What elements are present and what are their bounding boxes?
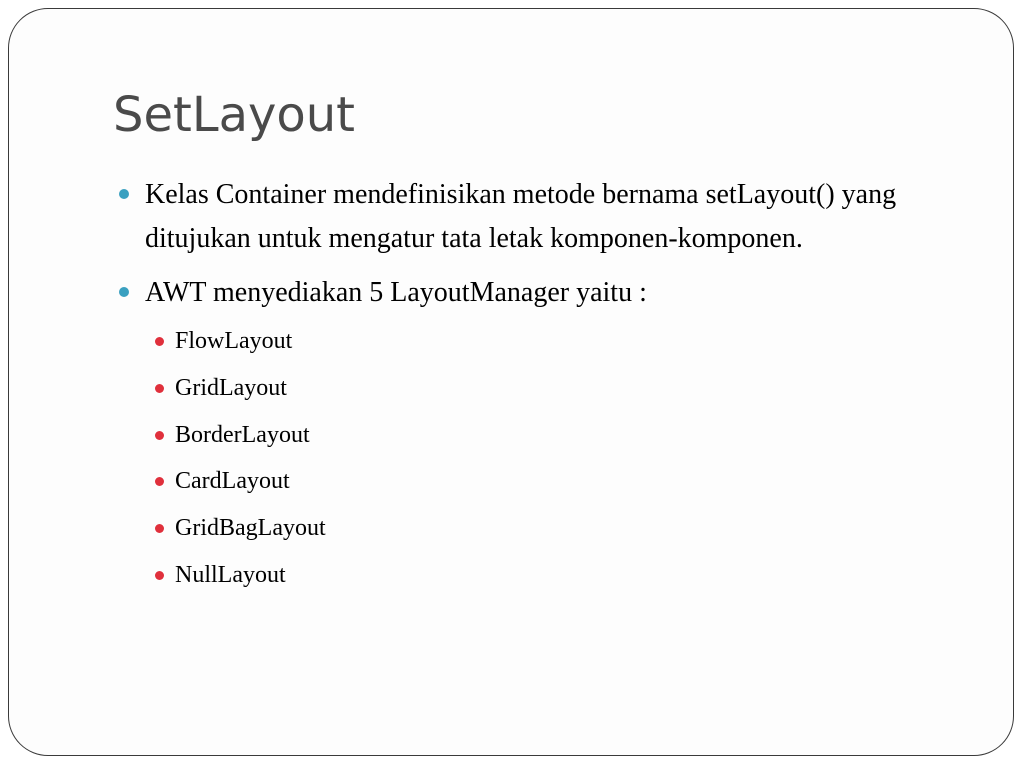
slide-title: SetLayout	[113, 87, 355, 143]
slide-frame	[8, 8, 1014, 756]
list-item-text: BorderLayout	[175, 421, 310, 448]
list-item-text: CardLayout	[175, 468, 290, 495]
bullet-dot-icon	[155, 571, 164, 580]
layout-manager-list	[153, 325, 977, 591]
list-item	[153, 419, 977, 451]
list-item	[153, 325, 977, 357]
list-item	[153, 372, 977, 404]
list-item-text: GridBagLayout	[175, 515, 326, 542]
list-item	[153, 512, 977, 544]
list-item-text: NullLayout	[175, 561, 286, 588]
bullet-dot-icon	[155, 477, 164, 486]
list-item	[153, 465, 977, 497]
bullet-awt-layoutmanagers	[117, 271, 977, 315]
bullet-dot-icon	[155, 524, 164, 533]
bullet-text: Kelas Container mendefinisikan metode bernama setLayout() yang ditujukan untuk mengatur tata letak komponen-komponen.	[145, 179, 897, 254]
bullet-dot-icon	[155, 384, 164, 393]
bullet-dot-icon	[119, 287, 129, 297]
list-item-text: GridLayout	[175, 374, 287, 401]
bullet-dot-icon	[155, 431, 164, 440]
slide-content	[117, 173, 977, 606]
list-item-text: FlowLayout	[175, 328, 293, 354]
bullet-dot-icon	[155, 337, 164, 346]
list-item	[153, 559, 977, 591]
bullet-dot-icon	[119, 189, 129, 199]
bullet-container-setlayout	[117, 173, 977, 261]
bullet-text: AWT menyediakan 5 LayoutManager yaitu :	[145, 277, 647, 308]
